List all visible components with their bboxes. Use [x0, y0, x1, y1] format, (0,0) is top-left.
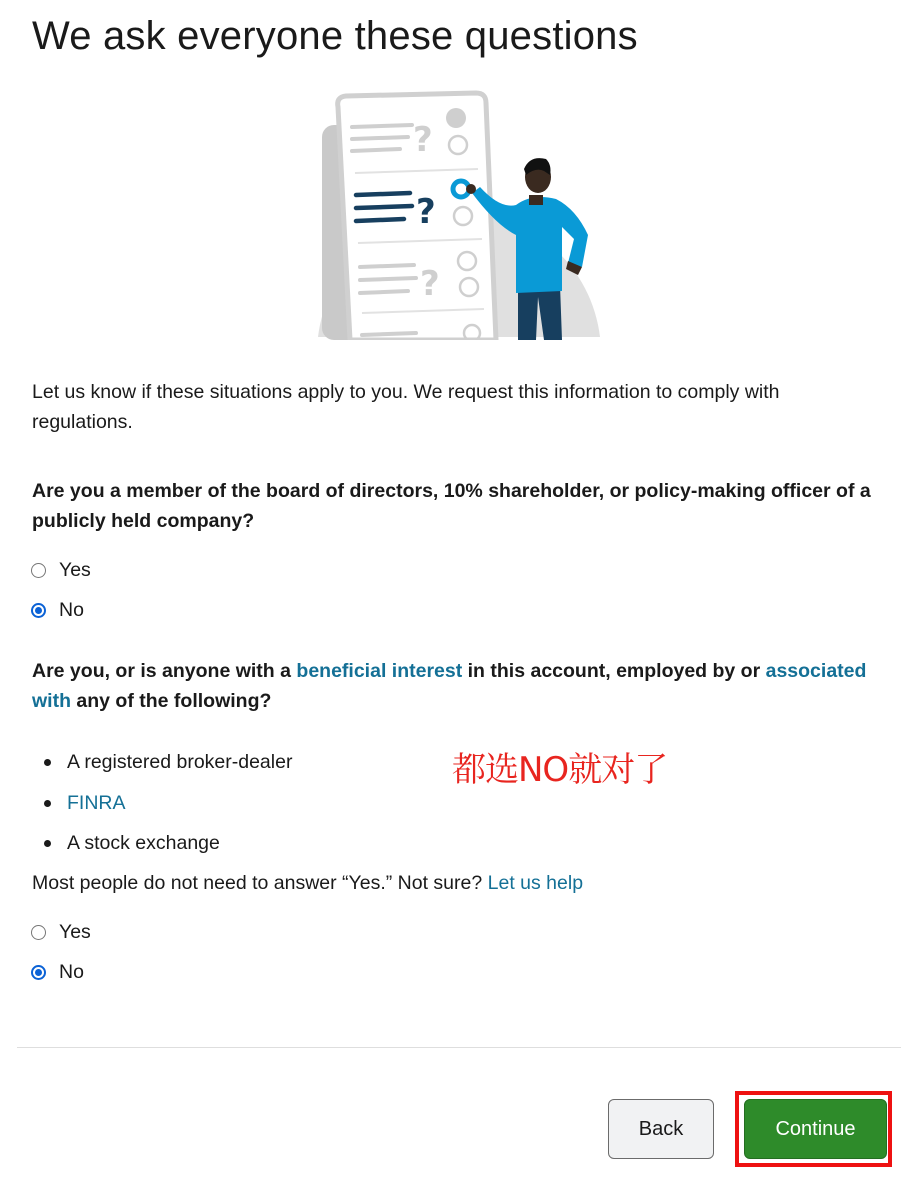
- svg-text:?: ?: [416, 192, 436, 232]
- q2-yes-label: Yes: [59, 920, 91, 943]
- q2-text-part1: Are you, or is anyone with a: [32, 660, 297, 682]
- associated-with-link[interactable]: associated with: [32, 660, 867, 712]
- let-us-help-link[interactable]: Let us help: [487, 872, 584, 894]
- q1-yes-label: Yes: [59, 558, 91, 581]
- list-item-finra: [32, 789, 292, 830]
- question-board-member: Are you a member of the board of directors, 10% shareholder, or policy-making officer of a publicly held company?: [32, 480, 871, 532]
- beneficial-interest-link[interactable]: beneficial interest: [296, 660, 463, 682]
- q1-no-option[interactable]: [31, 598, 84, 622]
- q1-no-label: No: [59, 598, 84, 621]
- q1-no-radio[interactable]: [31, 603, 46, 618]
- q2-no-radio[interactable]: [31, 965, 46, 980]
- q2-text-part3: any of the following?: [71, 690, 272, 712]
- q2-no-label: No: [59, 960, 84, 983]
- q2-no-option[interactable]: [31, 960, 84, 984]
- q1-yes-option[interactable]: [31, 558, 91, 582]
- annotation-overlay: 都选NO就对了: [452, 750, 668, 790]
- q2-yes-radio[interactable]: [31, 925, 46, 940]
- page-title: We ask everyone these questions: [32, 14, 638, 58]
- help-note: [32, 869, 583, 897]
- continue-button[interactable]: Continue: [744, 1099, 887, 1159]
- affiliation-list: [32, 748, 292, 870]
- svg-text:?: ?: [420, 264, 440, 304]
- help-note-text: Most people do not need to answer “Yes.” Not sure?: [32, 872, 488, 894]
- svg-text:?: ?: [413, 120, 433, 160]
- q2-yes-option[interactable]: [31, 920, 91, 944]
- intro-text: Let us know if these situations apply to you. We request this information to comply with regulations.: [32, 381, 780, 433]
- question-affiliation: [32, 656, 882, 716]
- q1-yes-radio[interactable]: [31, 563, 46, 578]
- list-item-stock-exchange: A stock exchange: [32, 829, 292, 870]
- q2-text-part2: in this account, employed by or: [462, 660, 766, 682]
- back-button[interactable]: Back: [608, 1099, 714, 1159]
- finra-link[interactable]: FINRA: [67, 791, 126, 814]
- footer-divider: [17, 1047, 901, 1048]
- questionnaire-illustration: [300, 85, 610, 340]
- list-item-broker-dealer: A registered broker-dealer: [32, 748, 292, 789]
